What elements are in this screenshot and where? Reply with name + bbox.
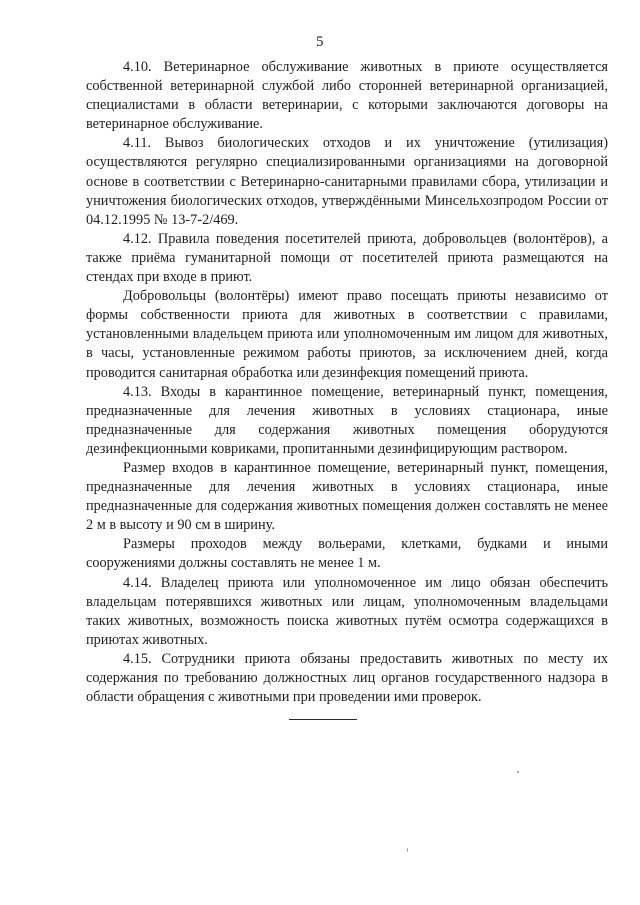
end-of-text-rule (289, 719, 357, 720)
paragraph-4-12: 4.12. Правила поведения посетителей приюта, добровольцев (волонтёров), а также приёма гуманитарной помощи от посетителей приюта размещаются на стендах при входе в приют. (86, 230, 608, 286)
scan-speck (517, 771, 519, 773)
paragraph-4-15: 4.15. Сотрудники приюта обязаны предоставить животных по месту их содержания по требованию должностных лиц органов государственного надзора в области обращения с животными при проведении ими проверок. (86, 650, 608, 706)
paragraph-volunteers: Добровольцы (волонтёры) имеют право посещать приюты независимо от формы собственности приюта для животных в соответствии с правилами, установленными владельцем приюта или уполномоченным им лицом для животных, в часы, установленные режимом работы приютов, за исключением дней, когда проводится санитарная обработка или дезинфекция помещений приюта. (86, 288, 608, 381)
paragraph-entrance-size: Размер входов в карантинное помещение, ветеринарный пункт, помещения, предназначенные для лечения животных в условиях стационара, иные предназначенные для содержания животных помещения должен составлять не менее 2 м в высоту и 90 см в ширину. (86, 459, 608, 534)
scan-speck (407, 848, 408, 852)
paragraph-4-10: 4.10. Ветеринарное обслуживание животных в приюте осуществляется собственной ветеринарной службой либо сторонней ветеринарной организацией, специалистами в области ветеринарии, с которыми заключаются договоры на ветеринарное обслуживание. (86, 59, 608, 133)
paragraph-4-14: 4.14. Владелец приюта или уполномоченное им лицо обязан обеспечить владельцам потерявшихся животных или лицам, уполномоченным владельцами таких животных, возможность поиска животных путём осмотра содержащихся в приютах животных. (86, 574, 608, 648)
paragraph-4-13: 4.13. Входы в карантинное помещение, ветеринарный пункт, помещения, предназначенные для лечения животных в условиях стационара, иные предназначенные для содержания животных помещения оборудуются дезинфекционными ковриками, пропитанными дезинфицирующим раствором. (86, 383, 608, 457)
document-body (86, 58, 608, 707)
paragraph-passage-size: Размеры проходов между вольерами, клетками, будками и иными сооружениями должны составлять не менее 1 м. (86, 536, 608, 572)
paragraph-4-11: 4.11. Вывоз биологических отходов и их уничтожение (утилизация) осуществляются регулярно специализированными организациями на договорной основе в соответствии с Ветеринарно-санитарными правилами сбора, утилизации и уничтожения биологических отходов, утверждёнными Минсельхозпродом России от 04.12.1995 № 13-7-2/469. (86, 135, 608, 228)
page-number: 5 (316, 34, 324, 50)
